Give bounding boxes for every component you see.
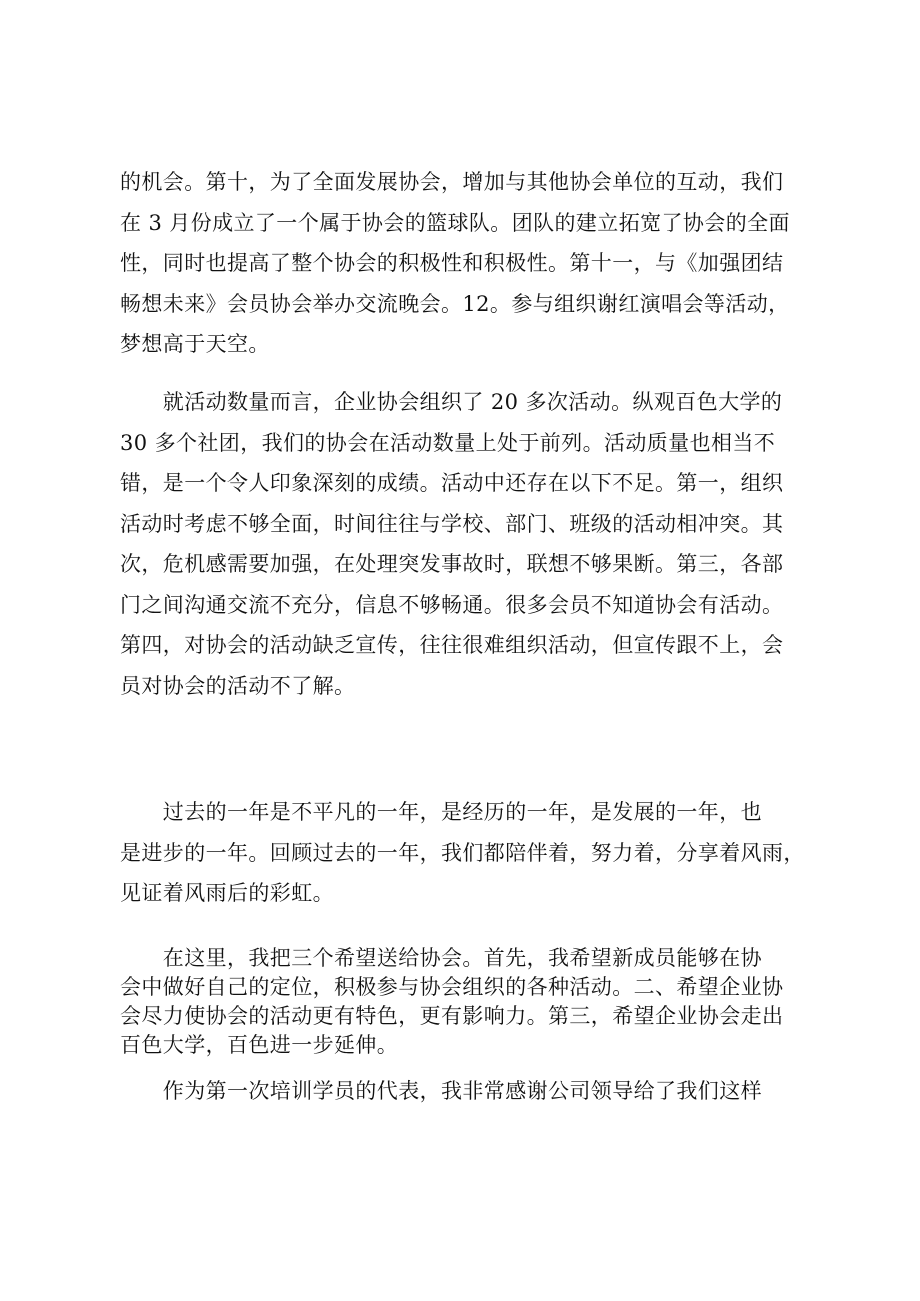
text-line: 就活动数量而言，企业协会组织了 20 多次活动。纵观百色大学的 [120,390,783,414]
text-line: 性，同时也提高了整个协会的积极性和积极性。第十一，与《加强团结 [120,251,784,275]
text-line: 畅想未来》会员协会举办交流晚会。12。参与组织谢红演唱会等活动， [120,291,790,316]
text-line: 员对协会的活动不了解。 [120,673,356,698]
text-line: 过去的一年是不平凡的一年，是经历的一年，是发展的一年，也 [120,800,762,824]
text-line: 30 多个社团，我们的协会在活动数量上处于前列。活动质量也相当不 [120,430,776,455]
text-line: 第四，对协会的活动缺乏宣传，往往很难组织活动，但宣传跟不上，会 [120,633,784,657]
text-line: 见证着风雨后的彩虹。 [120,881,334,905]
text-line: 百色大学，百色进一步延伸。 [120,1033,399,1057]
text-line: 在 3 月份成立了一个属于协会的篮球队。团队的建立拓宽了协会的全面 [120,210,790,235]
text-line: 梦想高于天空。 [120,332,270,356]
text-line: 错，是一个令人印象深刻的成绩。活动中还存在以下不足。第一，组织 [120,471,784,495]
text-line: 门之间沟通交流不充分，信息不够畅通。很多会员不知道协会有活动。 [120,592,784,617]
text-line: 会中做好自己的定位，积极参与协会组织的各种活动。二、希望企业协 [120,975,784,999]
paragraph-5 [120,1071,840,1112]
paragraph-2 [120,382,840,706]
paragraph-1 [120,162,840,365]
text-line: 的机会。第十，为了全面发展协会，增加与其他协会单位的互动，我们 [120,170,784,194]
text-line: 次，危机感需要加强，在处理突发事故时，联想不够果断。第三，各部 [120,552,784,576]
text-line: 活动时考虑不够全面，时间往往与学校、部门、班级的活动相冲突。其 [120,511,784,536]
text-line: 是进步的一年。回顾过去的一年，我们都陪伴着，努力着，分享着风雨， [120,840,805,865]
text-line: 在这里，我把三个希望送给协会。首先，我希望新成员能够在协 [120,946,762,970]
text-line: 会尽力使协会的活动更有特色，更有影响力。第三，希望企业协会走出 [120,1004,784,1028]
text-line: 作为第一次培训学员的代表，我非常感谢公司领导给了我们这样 [120,1079,762,1103]
paragraph-3 [120,792,840,914]
paragraph-4 [120,944,840,1060]
